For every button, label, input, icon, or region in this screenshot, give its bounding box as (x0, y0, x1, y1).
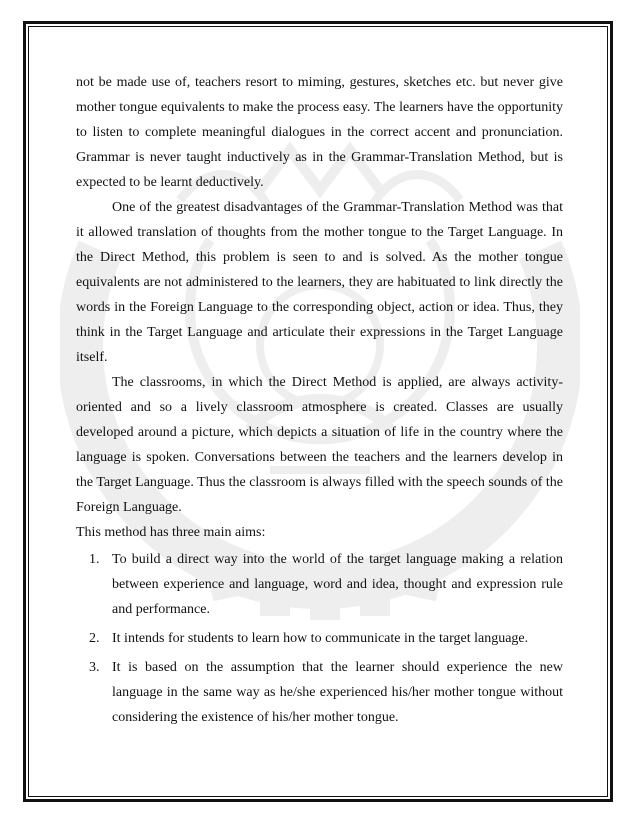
list-item-number: 2. (89, 631, 100, 646)
aims-list (76, 547, 563, 730)
paragraph-continuation: not be made use of, teachers resort to miming, gestures, sketches etc. but never give mother tongue equivalents to make the process easy. The learners have the opportunity to listen to complete meaningful dialogues in the correct accent and pronunciation. Grammar is never taught inductively as in the Grammar-Translation Method, but is expected to be learnt deductively. (76, 75, 563, 190)
list-item-number: 3. (89, 660, 100, 675)
list-item-text: It intends for students to learn how to communicate in the target language. (112, 631, 529, 646)
aims-intro: This method has three main aims: (76, 525, 266, 540)
list-item (76, 626, 563, 651)
document-body (76, 70, 563, 734)
list-item (76, 547, 563, 622)
paragraph-classrooms: The classrooms, in which the Direct Method is applied, are always activity-oriented and so a lively classroom atmosphere is created. Classes are usually developed around a picture, which depicts a situation of life in the country where the language is spoken. Conversations between the teachers and the learners develop in the Target Language. Thus the classroom is always filled with the speech sounds of the Foreign Language. (76, 375, 563, 515)
list-item-text: To build a direct way into the world of the target language making a relation between experience and language, word and idea, thought and expression rule and performance. (112, 552, 563, 617)
list-item-number: 1. (89, 552, 100, 567)
list-item-text: It is based on the assumption that the learner should experience the new language in the same way as he/she experienced his/her mother tongue without considering the existence of his/her mother tongue. (112, 660, 563, 725)
paragraph-grammar-translation: One of the greatest disadvantages of the Grammar-Translation Method was that it allowed translation of thoughts from the mother tongue to the Target Language. In the Direct Method, this problem is seen to and is solved. As the mother tongue equivalents are not administered to the learners, they are habituated to link directly the words in the Foreign Language to the corresponding object, action or idea. Thus, they think in the Target Language and articulate their expressions in the Target Language itself. (76, 200, 563, 365)
list-item (76, 655, 563, 730)
